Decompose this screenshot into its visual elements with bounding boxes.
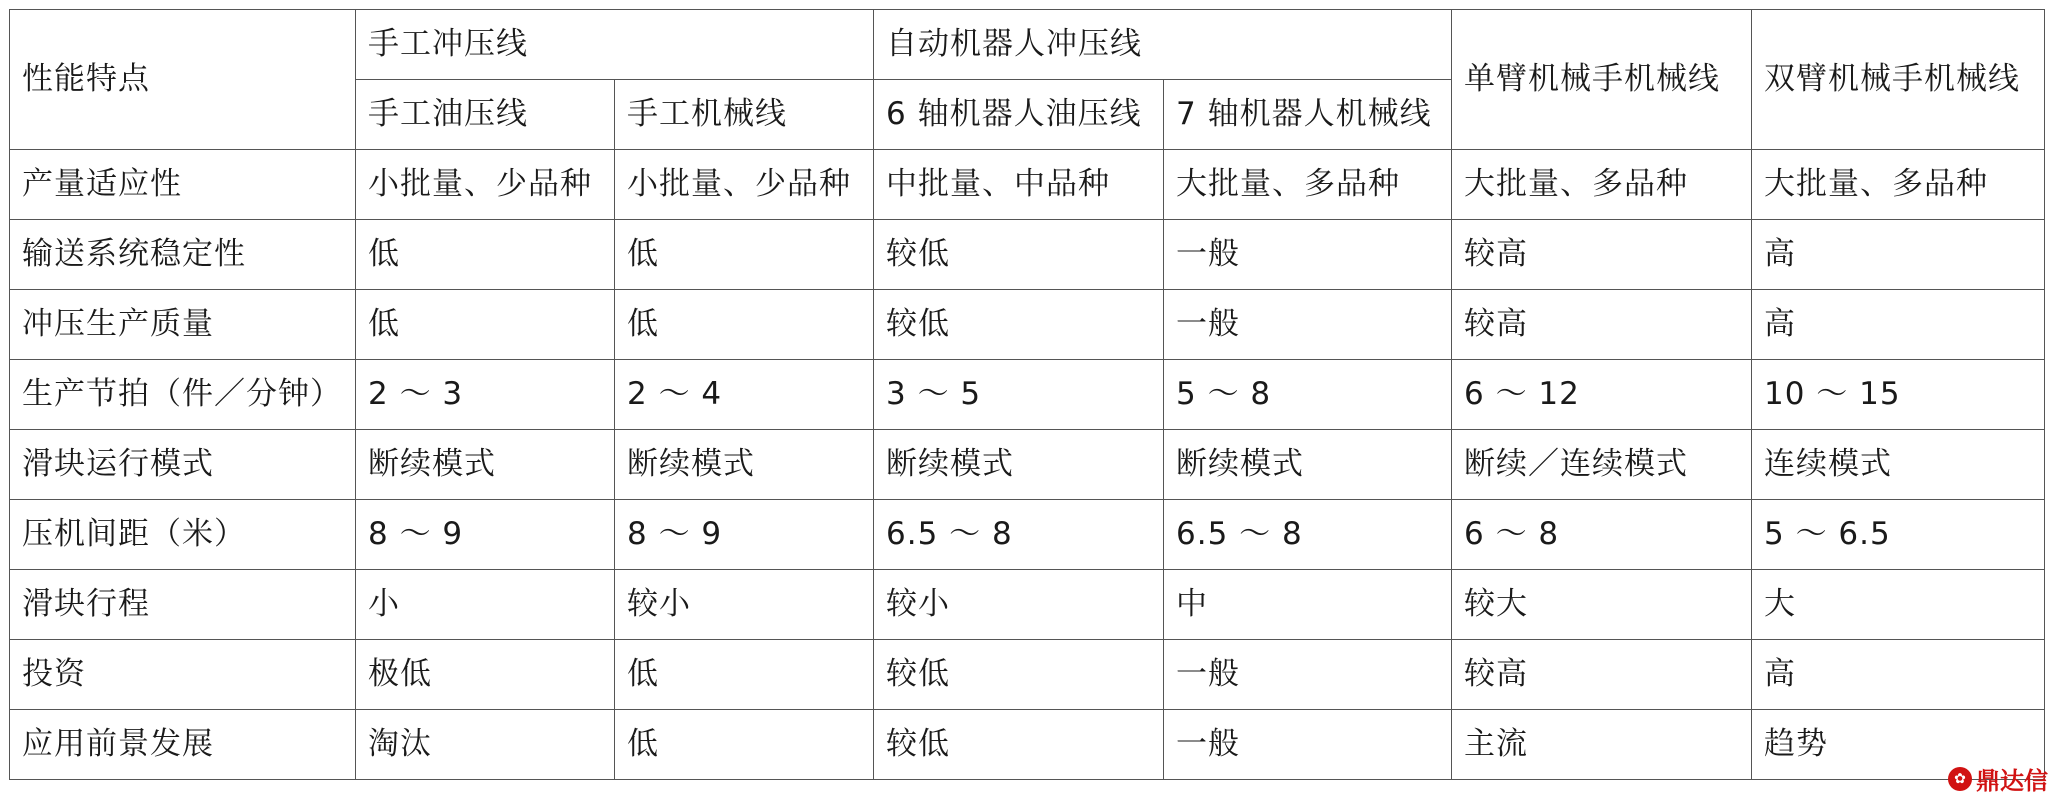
table-cell: 趋势 (1752, 710, 2045, 780)
table-cell: 较小 (874, 570, 1164, 640)
table-cell: 大批量、多品种 (1452, 150, 1752, 220)
row-feature: 输送系统稳定性 (10, 220, 356, 290)
table-cell: 低 (615, 710, 874, 780)
table-cell: 中批量、中品种 (874, 150, 1164, 220)
table-row (10, 640, 2045, 710)
watermark (1948, 761, 2048, 796)
table-cell: 5 ～ 8 (1164, 360, 1452, 430)
table-cell: 较大 (1452, 570, 1752, 640)
row-feature: 生产节拍（件／分钟） (10, 360, 356, 430)
table-cell: 较高 (1452, 220, 1752, 290)
table-row (10, 150, 2045, 220)
table-cell: 较高 (1452, 290, 1752, 360)
table-cell: 断续模式 (356, 430, 615, 500)
table-row (10, 220, 2045, 290)
table-cell: 高 (1752, 290, 2045, 360)
table-cell: 断续模式 (874, 430, 1164, 500)
row-feature: 应用前景发展 (10, 710, 356, 780)
table-cell: 3 ～ 5 (874, 360, 1164, 430)
table-cell: 中 (1164, 570, 1452, 640)
table-cell: 较低 (874, 290, 1164, 360)
table-cell: 低 (615, 290, 874, 360)
row-feature: 压机间距（米） (10, 500, 356, 570)
row-feature: 投资 (10, 640, 356, 710)
table-cell: 较低 (874, 710, 1164, 780)
table-cell: 一般 (1164, 710, 1452, 780)
row-feature: 滑块运行模式 (10, 430, 356, 500)
header-group-robot: 自动机器人冲压线 (874, 10, 1452, 80)
watermark-text: 鼎达信 (1976, 767, 2048, 795)
header-robot6-hydraulic: 6 轴机器人油压线 (874, 80, 1164, 150)
table-cell: 断续模式 (615, 430, 874, 500)
table-cell: 低 (356, 220, 615, 290)
table-cell: 小 (356, 570, 615, 640)
table-cell: 较小 (615, 570, 874, 640)
table-cell: 淘汰 (356, 710, 615, 780)
table-cell: 小批量、少品种 (356, 150, 615, 220)
table-row (10, 430, 2045, 500)
table-cell: 大批量、多品种 (1752, 150, 2045, 220)
table-row (10, 570, 2045, 640)
table-cell: 6.5 ～ 8 (874, 500, 1164, 570)
table-cell: 2 ～ 4 (615, 360, 874, 430)
table-cell: 低 (615, 640, 874, 710)
table-cell: 较低 (874, 640, 1164, 710)
row-feature: 冲压生产质量 (10, 290, 356, 360)
table-cell: 断续模式 (1164, 430, 1452, 500)
table-cell: 小批量、少品种 (615, 150, 874, 220)
table-cell: 10 ～ 15 (1752, 360, 2045, 430)
watermark-logo-icon: ✿ (1948, 767, 1972, 791)
table-cell: 6 ～ 8 (1452, 500, 1752, 570)
table-cell: 8 ～ 9 (615, 500, 874, 570)
table-cell: 大 (1752, 570, 2045, 640)
table-row (10, 290, 2045, 360)
header-feature: 性能特点 (10, 10, 356, 150)
table-row (10, 500, 2045, 570)
table-cell: 低 (615, 220, 874, 290)
header-manual-hydraulic: 手工油压线 (356, 80, 615, 150)
table-cell: 低 (356, 290, 615, 360)
header-row-1 (10, 10, 2045, 80)
table-cell: 6 ～ 12 (1452, 360, 1752, 430)
table-cell: 一般 (1164, 640, 1452, 710)
table-cell: 5 ～ 6.5 (1752, 500, 2045, 570)
row-feature: 滑块行程 (10, 570, 356, 640)
table-row (10, 360, 2045, 430)
table-cell: 较高 (1452, 640, 1752, 710)
table-cell: 连续模式 (1752, 430, 2045, 500)
table-cell: 大批量、多品种 (1164, 150, 1452, 220)
comparison-table (9, 9, 2045, 780)
table-cell: 极低 (356, 640, 615, 710)
table-cell: 一般 (1164, 290, 1452, 360)
table-cell: 2 ～ 3 (356, 360, 615, 430)
header-double-arm: 双臂机械手机械线 (1752, 10, 2045, 150)
header-robot7-mechanical: 7 轴机器人机械线 (1164, 80, 1452, 150)
table-row (10, 710, 2045, 780)
table-cell: 一般 (1164, 220, 1452, 290)
table-cell: 8 ～ 9 (356, 500, 615, 570)
table-cell: 断续／连续模式 (1452, 430, 1752, 500)
table-cell: 6.5 ～ 8 (1164, 500, 1452, 570)
table-cell: 高 (1752, 220, 2045, 290)
header-manual-mechanical: 手工机械线 (615, 80, 874, 150)
table-cell: 较低 (874, 220, 1164, 290)
table-cell: 高 (1752, 640, 2045, 710)
table-cell: 主流 (1452, 710, 1752, 780)
header-single-arm: 单臂机械手机械线 (1452, 10, 1752, 150)
row-feature: 产量适应性 (10, 150, 356, 220)
header-group-manual: 手工冲压线 (356, 10, 874, 80)
